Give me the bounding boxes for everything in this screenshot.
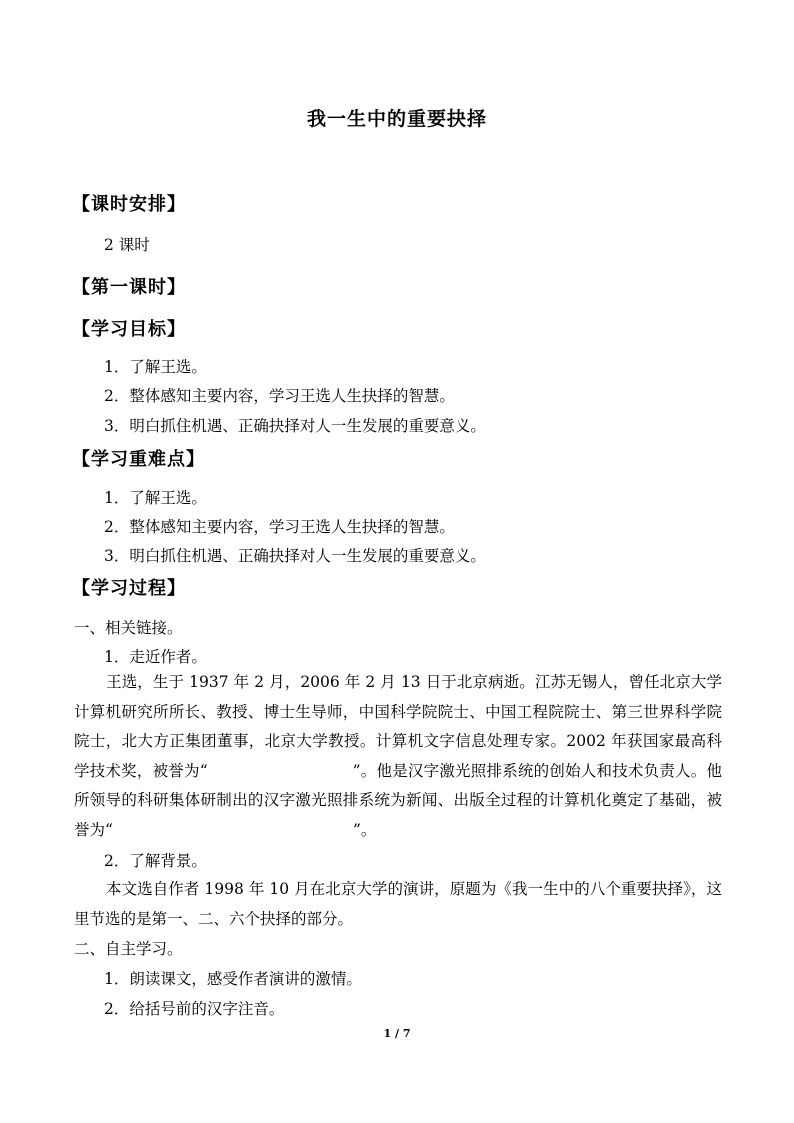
key-point-item: 3．明白抓住机遇、正确抉择对人一生发展的重要意义。 xyxy=(104,547,486,565)
schedule-heading: 【课时安排】 xyxy=(72,194,186,215)
part2-title: 二、自主学习。 xyxy=(74,940,183,958)
background-paragraph xyxy=(74,875,722,934)
schedule-value: 2 课时 xyxy=(104,236,150,254)
bio-text: ”。他是汉字激光照排系统的创始人和技术负责人。他所领导的科研集体研制出的汉字激光照排系统为新闻、出版全过程的计算机化奠定了基础，被誉为“ xyxy=(74,761,722,839)
key-points-heading: 【学习重难点】 xyxy=(72,449,205,470)
bio-text: ”。 xyxy=(352,820,377,839)
author-bio-paragraph xyxy=(74,668,722,845)
goal-item: 1．了解王选。 xyxy=(104,358,207,376)
part2-item: 2．给括号前的汉字注音。 xyxy=(104,1000,285,1018)
background-text: 本文选自作者 1998 年 10 月在北京大学的演讲，原题为《我一生中的八个重要抉择》，这里节选的是第一、二、六个抉择的部分。 xyxy=(74,880,722,928)
lesson1-heading: 【第一课时】 xyxy=(72,277,186,298)
part2-item: 1．朗读课文，感受作者演讲的激情。 xyxy=(104,970,362,988)
part1-title: 一、相关链接。 xyxy=(74,619,183,637)
process-heading: 【学习过程】 xyxy=(72,578,186,599)
document-title: 我一生中的重要抉择 xyxy=(306,108,487,130)
goals-heading: 【学习目标】 xyxy=(72,319,186,340)
part1-item-background: 2．了解背景。 xyxy=(104,852,207,870)
key-point-item: 2．整体感知主要内容，学习王选人生抉择的智慧。 xyxy=(104,518,455,536)
key-point-item: 1．了解王选。 xyxy=(104,489,207,507)
page-number: 1 / 7 xyxy=(383,1027,411,1040)
part1-item-author: 1．走近作者。 xyxy=(104,648,207,666)
bio-text: 王选，生于 1937 年 2 月，2006 年 2 月 13 日于北京病逝。江苏无锡人，曾任北京大学计算机研究所所长、教授、博士生导师，中国科学院院士、中国工程院院士、第三世界科学院院士，北大方正集团董事，北京大学教授。计算机文字信息处理专家。2002 年获国家最高科学技术奖，被誉为“ xyxy=(74,673,722,780)
goal-item: 2．整体感知主要内容，学习王选人生抉择的智慧。 xyxy=(104,387,455,405)
goal-item: 3．明白抓住机遇、正确抉择对人一生发展的重要意义。 xyxy=(104,417,486,435)
